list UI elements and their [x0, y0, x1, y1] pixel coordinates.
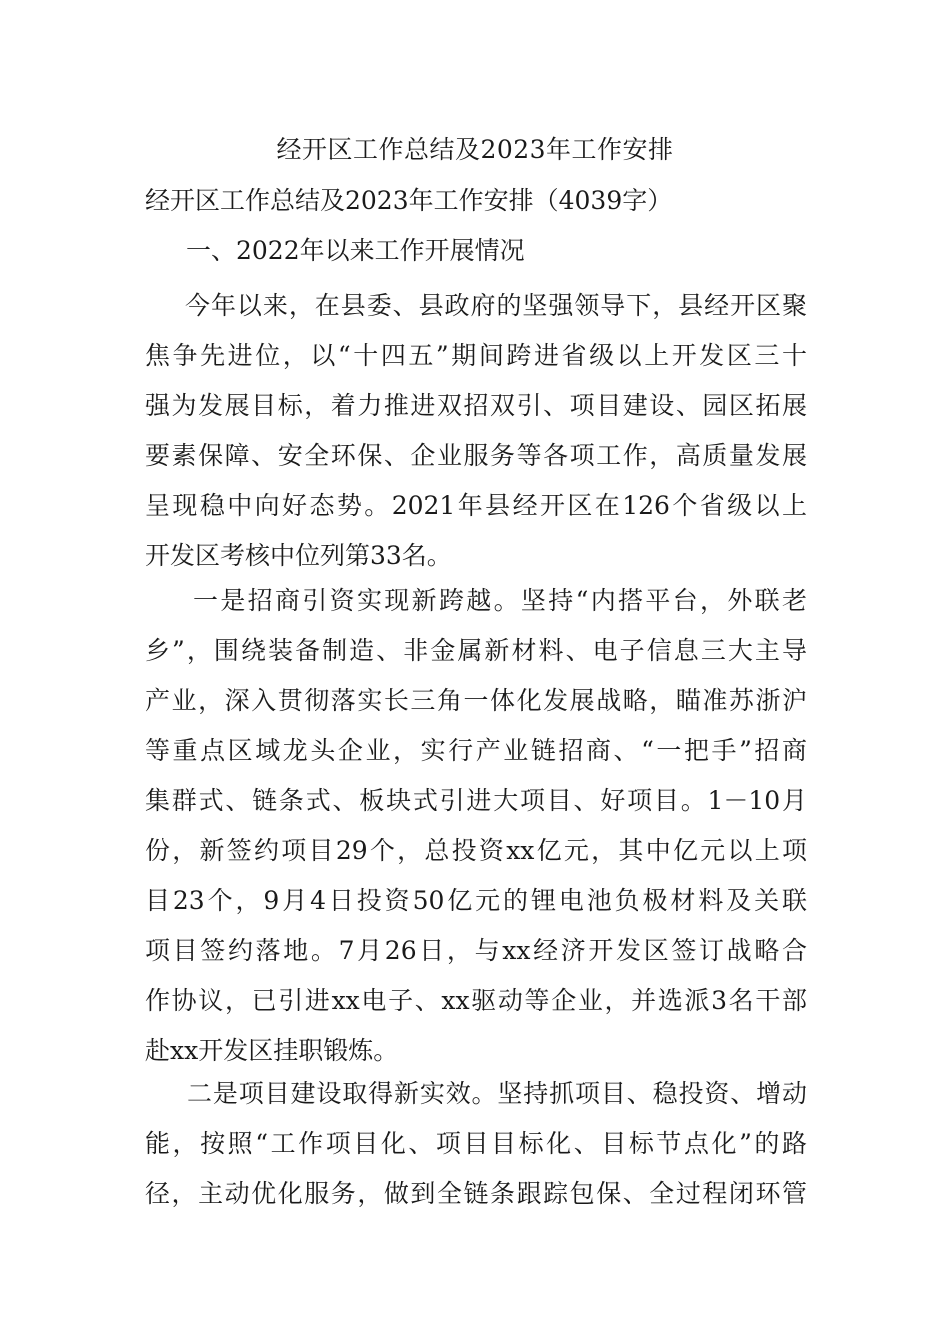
- document-title: 经开区工作总结及2023年工作安排: [276, 135, 674, 164]
- paragraph-line: 一是招商引资实现新跨越。坚持“内搭平台，外联老: [193, 586, 807, 615]
- paragraph-line: 份，新签约项目29个，总投资xx亿元，其中亿元以上项: [145, 836, 807, 865]
- paragraph-line: 集群式、链条式、板块式引进大项目、好项目。1－10月: [145, 786, 807, 815]
- paragraph-line: 项目签约落地。7月26日，与xx经济开发区签订战略合: [145, 936, 807, 965]
- paragraph-line: 要素保障、安全环保、企业服务等各项工作，高质量发展: [145, 441, 807, 470]
- paragraph-overview: [145, 281, 807, 581]
- paragraph-line: 焦争先进位，以“十四五”期间跨进省级以上开发区三十: [145, 341, 807, 370]
- paragraph-line: 径，主动优化服务，做到全链条跟踪包保、全过程闭环管: [145, 1179, 807, 1208]
- document-subtitle: 经开区工作总结及2023年工作安排（4039字）: [145, 186, 673, 215]
- paragraph-line: 目23个，9月4日投资50亿元的锂电池负极材料及关联: [145, 886, 807, 915]
- paragraph-line: 产业，深入贯彻落实长三角一体化发展战略，瞄准苏浙沪: [145, 686, 807, 715]
- paragraph-line: 今年以来，在县委、县政府的坚强领导下，县经开区聚: [185, 291, 807, 320]
- paragraph-line: 强为发展目标，着力推进双招双引、项目建设、园区拓展: [145, 391, 807, 420]
- paragraph-investment: [145, 576, 807, 1076]
- paragraph-line: 能，按照“工作项目化、项目目标化、目标节点化”的路: [145, 1129, 807, 1158]
- paragraph-projects: [145, 1069, 807, 1219]
- paragraph-line: 开发区考核中位列第33名。: [145, 541, 452, 570]
- paragraph-line: 二是项目建设取得新实效。坚持抓项目、稳投资、增动: [187, 1079, 807, 1108]
- paragraph-line: 赴xx开发区挂职锻炼。: [145, 1036, 399, 1065]
- section-heading: 一、2022年以来工作开展情况: [186, 236, 525, 265]
- paragraph-line: 乡”，围绕装备制造、非金属新材料、电子信息三大主导: [145, 636, 807, 665]
- paragraph-line: 呈现稳中向好态势。2021年县经开区在126个省级以上: [145, 491, 807, 520]
- paragraph-line: 等重点区域龙头企业，实行产业链招商、“一把手”招商: [145, 736, 807, 765]
- paragraph-line: 作协议，已引进xx电子、xx驱动等企业，并选派3名干部: [145, 986, 807, 1015]
